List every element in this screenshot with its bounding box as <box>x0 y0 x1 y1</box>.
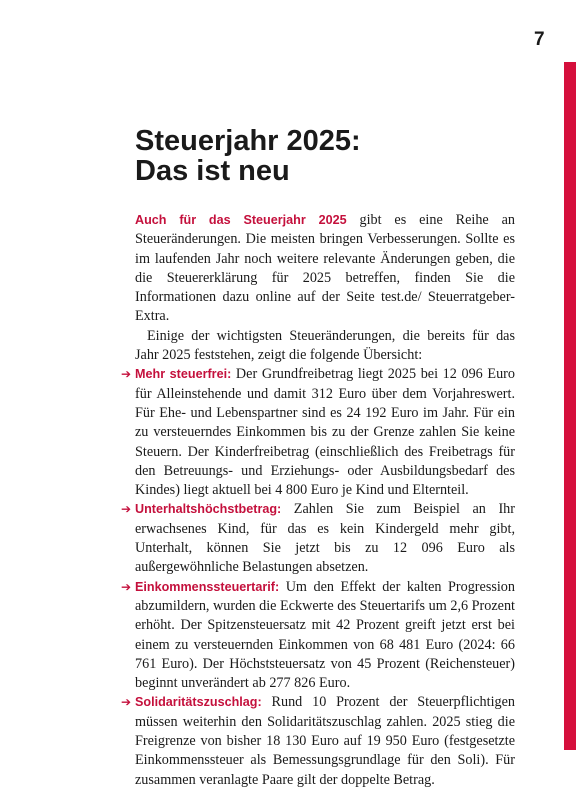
item-text: Der Grundfreibetrag liegt 2025 bei 12 096 Euro für Alleinstehende und damit 312 Euro über dem Vorjahreswert. Für Ehe- und Lebenspartner sind es 24 192 Euro im Jahr. Für ein zu versteuerndes Einkommen bis zu der Grenze zahlen Sie keine Steuern. Der Kinderfreibetrag (einschließlich des Freibetrags für den Betreuungs- und Erziehungs- oder Ausbildungsbedarf des Kindes) liegt aktuell bei 4 800 Euro je Kind und Elternteil. <box>135 366 515 499</box>
list-item <box>121 500 515 577</box>
overview-paragraph: Einige der wichtigsten Steueränderungen, die bereits für das Jahr 2025 feststehen, zeigt die folgende Übersicht: <box>135 327 515 364</box>
item-heading: Unterhaltshöchstbetrag: <box>135 502 282 517</box>
item-text: Rund 10 Prozent der Steuerpflichtigen müssen weiterhin den Solidaritätszuschlag zahlen. 2025 stieg die Freigrenze von bisher 18 130 Euro auf 19 950 Euro (festgesetzte Einkommenssteuer als Bemessungsgrundlage für den Soli). Für zusammen veranlagte Paare gilt der doppelte Betrag. <box>135 694 515 788</box>
arrow-right-icon: ➔ <box>121 579 132 594</box>
page-number: 7 <box>534 29 545 50</box>
title-line-2: Das ist neu <box>135 155 290 187</box>
title-line-1: Steuerjahr 2025: <box>135 125 361 157</box>
change-list <box>121 365 515 790</box>
arrow-right-icon: ➔ <box>121 695 132 710</box>
list-item <box>121 578 515 694</box>
item-heading: Einkommenssteuertarif: <box>135 579 280 594</box>
intro-paragraph <box>135 211 515 327</box>
intro-text: gibt es eine Reihe an Steueränderungen. Die meisten bringen Verbesserungen. Sollte es im laufenden Jahr noch weitere relevante Änderungen geben, die die Steuererklärung für 2025 betreffen, finden Sie die Informationen dazu online auf der Seite test.de/ Steuerratgeber-Extra. <box>135 212 515 325</box>
list-item <box>121 365 515 500</box>
side-accent-bar <box>564 62 576 750</box>
list-item <box>121 693 515 789</box>
item-heading: Mehr steuerfrei: <box>135 367 232 382</box>
arrow-right-icon: ➔ <box>121 502 132 517</box>
item-text: Zahlen Sie zum Beispiel an Ihr erwachsenes Kind, für das es kein Kindergeld mehr gibt, Unterhalt, können Sie jetzt bis zu 12 096 Euro als außergewöhnliche Belastungen absetzen. <box>135 501 515 576</box>
item-heading: Solidaritätszuschlag: <box>135 695 262 710</box>
arrow-right-icon: ➔ <box>121 367 132 382</box>
page-title <box>135 126 361 186</box>
body-text <box>121 211 515 790</box>
intro-lead: Auch für das Steuerjahr 2025 <box>135 213 347 227</box>
item-text: Um den Effekt der kalten Progression abzumildern, wurden die Eckwerte des Steuertarifs um 2,6 Prozent erhöht. Der Spitzensteuersatz mit 42 Prozent greift jetzt erst bei einem zu versteuernden Einkommen von 68 481 Euro (2024: 66 761 Euro). Der Höchststeuersatz von 45 Prozent (Reichensteuer) beginnt unverändert ab 277 826 Euro. <box>135 578 515 692</box>
